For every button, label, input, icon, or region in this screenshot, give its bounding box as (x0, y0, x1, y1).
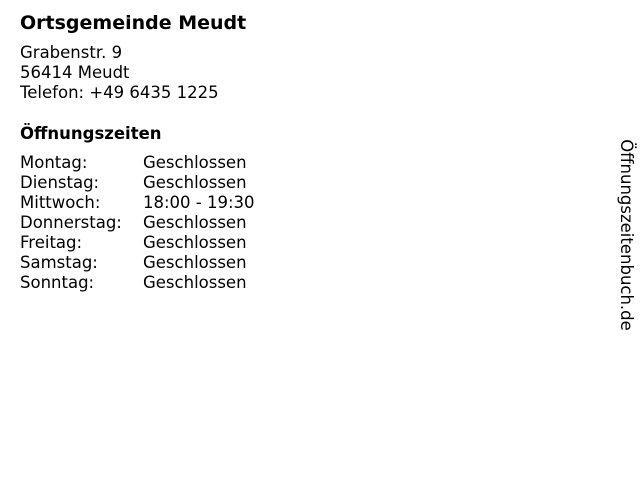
hours-row-sunday (20, 273, 580, 293)
hours-time: Geschlossen (143, 253, 247, 272)
hours-row-thursday (20, 213, 580, 233)
business-name: Ortsgemeinde Meudt (20, 12, 247, 34)
hours-day: Montag: (20, 153, 88, 172)
hours-day: Dienstag: (20, 173, 100, 192)
hours-time: Geschlossen (143, 173, 247, 192)
postal-city: 56414 Meudt (20, 63, 130, 82)
hours-row-monday (20, 153, 580, 173)
hours-day: Donnerstag: (20, 213, 122, 232)
hours-time: Geschlossen (143, 233, 247, 252)
hours-day: Samstag: (20, 253, 98, 272)
opening-hours-heading: Öffnungszeiten (20, 124, 162, 143)
site-branding (614, 135, 638, 335)
business-card (20, 10, 580, 293)
hours-row-friday (20, 233, 580, 253)
opening-hours-table (20, 153, 580, 293)
address-block (20, 43, 580, 103)
street-address: Grabenstr. 9 (20, 43, 123, 62)
hours-day: Freitag: (20, 233, 83, 252)
hours-row-wednesday (20, 193, 580, 213)
hours-row-saturday (20, 253, 580, 273)
hours-time: Geschlossen (143, 153, 247, 172)
hours-day: Sonntag: (20, 273, 95, 292)
hours-time: Geschlossen (143, 273, 247, 292)
hours-time: Geschlossen (143, 213, 247, 232)
hours-day: Mittwoch: (20, 193, 101, 212)
hours-row-tuesday (20, 173, 580, 193)
hours-time: 18:00 - 19:30 (143, 193, 255, 212)
site-name: Öffnungszeitenbuch.de (617, 139, 637, 331)
phone-number: Telefon: +49 6435 1225 (20, 83, 219, 102)
